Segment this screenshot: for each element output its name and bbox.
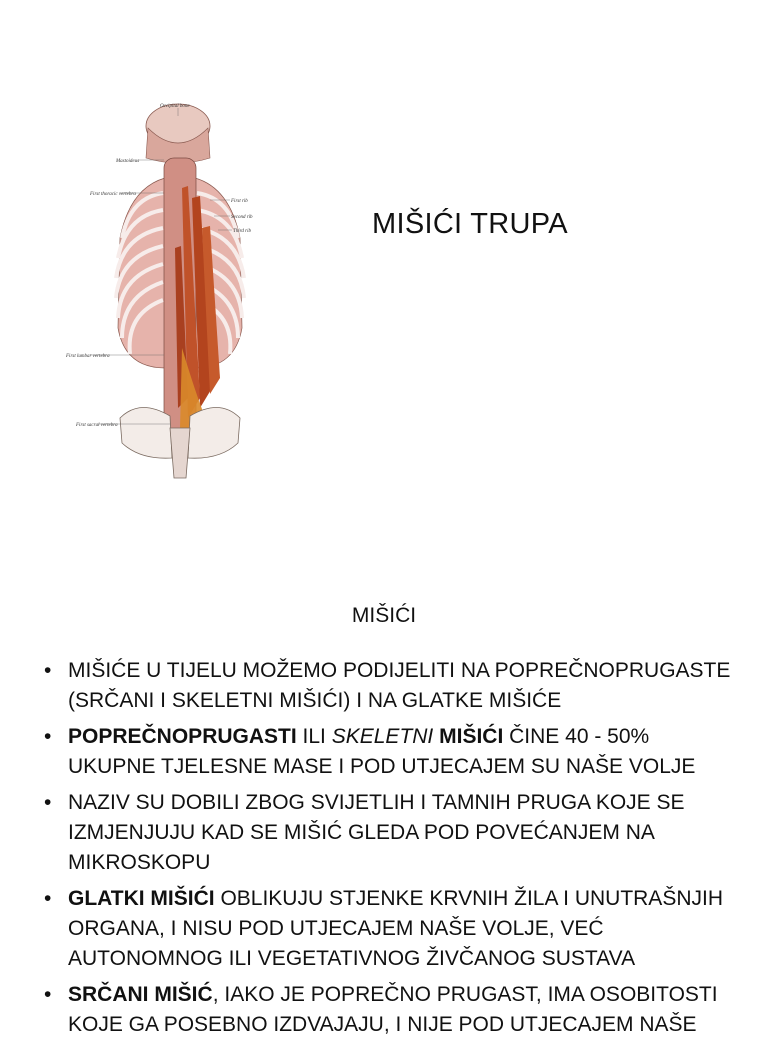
figure-label: First sacral vertebra [76,423,118,428]
bullet-text: ČINE 40 - 50% UKUPNE TJELESNE MASE I POD UTJECAJEM SU NAŠE VOLJE [68,725,696,778]
bullet-text: MIŠIĆE U TIJELU MOŽEMO PODIJELITI NA POPREČNOPRUGASTE (SRČANI I SKELETNI MIŠIĆI) I NA GLATKE MIŠIĆE [68,659,731,712]
bullet-text: SRČANI MIŠIĆ [68,983,213,1006]
figure-label: First rib [231,199,248,204]
bullet-text: SKELETNI [331,725,434,748]
bullet-dot: • [44,791,52,814]
bullet-text: NAZIV SU DOBILI ZBOG SVIJETLIH I TAMNIH PRUGA KOJE SE IZMJENJUJU KAD SE MIŠIĆ GLEDA POD POVEĆANJEM NA MIKROSKOPU [68,791,685,874]
slide-2 [0,576,768,1036]
bullet-text: POPREČNOPRUGASTI [68,725,297,748]
bullet-text: OBLIKUJU STJENKE KRVNIH ŽILA I UNUTRAŠNJIH ORGANA, I NISU POD UTJECAJEM NAŠE VOLJE, VEĆ AUTONOMNOG ILI VEGETATIVNOG ŽIVČANOG SUSTAVA [68,887,723,970]
bullet-item [40,980,740,1040]
figure-label: Mastoideus [116,159,140,164]
slide-title: MIŠIĆI TRUPA [372,208,568,240]
figure-label: Occipital bone [160,104,190,109]
bullet-dot: • [44,983,52,1006]
slide-heading: MIŠIĆI [351,604,417,627]
bullet-text: GLATKI MIŠIĆI [68,887,215,910]
bullet-item [40,788,740,878]
bullet-item [40,884,740,974]
bullet-item [40,722,740,782]
figure-label: First lumbar vertebra [66,354,110,359]
figure-label: Third rib [233,229,252,234]
figure-label: Second rib [231,215,253,220]
bullet-dot: • [44,659,52,682]
bullet-dot: • [44,725,52,748]
bullet-text: ILI [296,725,332,748]
back-muscles-anatomy-illustration [60,98,270,482]
bullet-dot: • [44,887,52,910]
bullet-text: MIŠIĆI [439,725,504,748]
bullet-list [40,656,740,1046]
bullet-text: , IAKO JE POPREČNO PRUGAST, IMA OSOBITOSTI KOJE GA POSEBNO IZDVAJAJU, I NIJE POD UTJECAJEM NAŠE [68,983,718,1036]
bullet-item [40,656,740,716]
figure-label: First thoracic vertebra [90,192,136,197]
